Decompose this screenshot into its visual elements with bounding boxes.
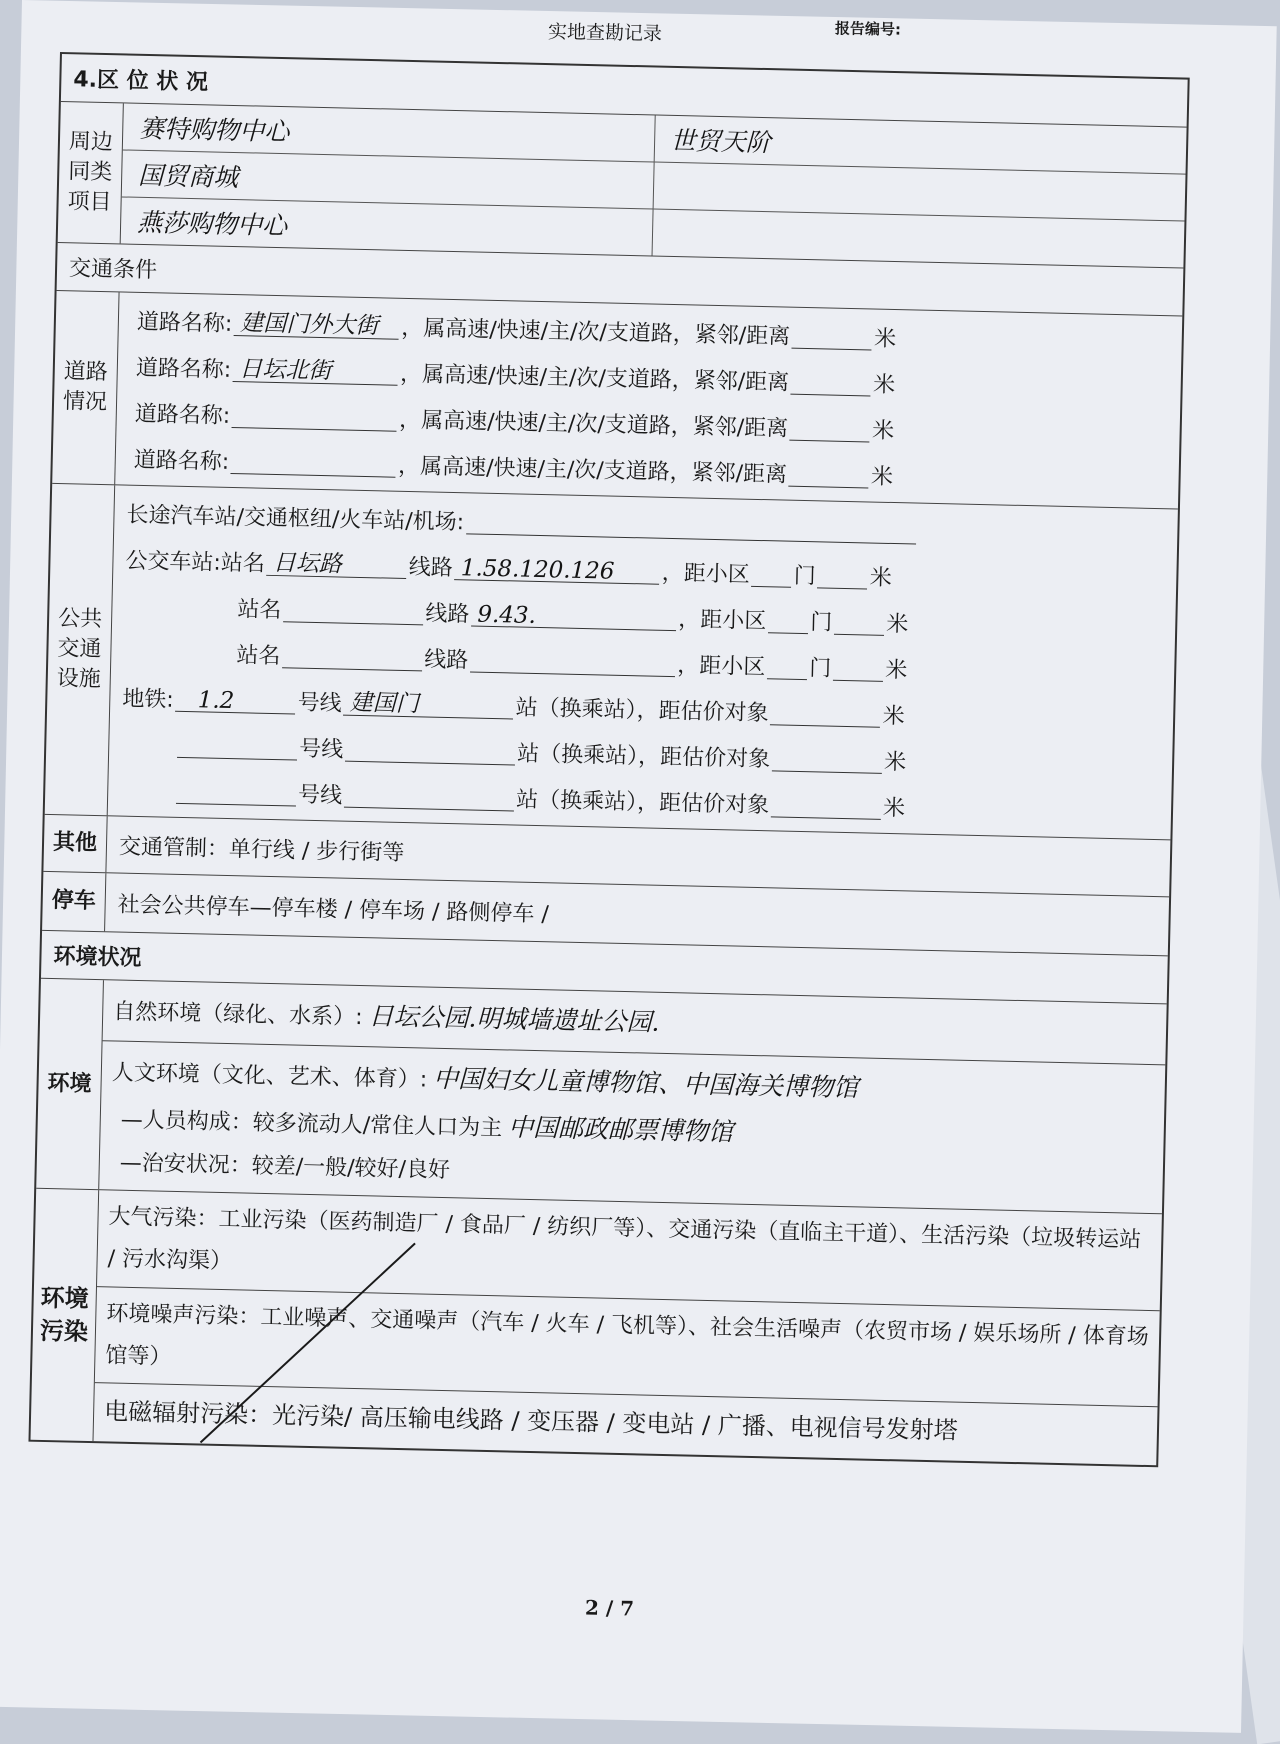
roads-row	[52, 291, 1182, 509]
road-distance-field[interactable]	[791, 367, 872, 396]
env-title: 环境状况	[53, 944, 142, 972]
survey-form	[28, 52, 1189, 1467]
cultural-env: 人文环境（文化、艺术、体育）: 中国妇女儿童博物馆、中国海关博物馆 —人员构成：较多流动人/常住人口为主 中国邮政邮票博物馆 —治安状况：较差/一般/较好/良好	[99, 1041, 1165, 1214]
metro-line: 号线 站（换乘站），距估价对象 米	[121, 720, 1161, 790]
parking-text: 社会公共停车—停车楼 / 停车场 / 路侧停车 /	[117, 892, 550, 927]
metro-station-field[interactable]: 建国门	[343, 688, 514, 719]
metro-distance-field[interactable]	[772, 744, 883, 773]
roads-body	[115, 292, 1182, 508]
gate-field[interactable]	[752, 559, 793, 587]
nearby-project-cell: 燕莎购物中心	[121, 197, 653, 255]
road-distance-field[interactable]	[792, 321, 873, 350]
pollution-row	[31, 1189, 1162, 1465]
gate-field[interactable]	[767, 652, 808, 680]
long-distance-line: 长途汽车站/交通枢纽/火车站/机场:	[126, 490, 1166, 560]
metro-line-field[interactable]	[176, 776, 297, 806]
transit-body	[108, 485, 1178, 839]
bus-station-field[interactable]	[282, 641, 423, 671]
cultural-env-value: 中国妇女儿童博物馆、中国海关博物馆	[432, 1063, 859, 1102]
nearby-projects-label: 周边同类项目	[58, 102, 124, 243]
bus-distance-field[interactable]	[818, 561, 869, 589]
bus-station-field[interactable]	[283, 595, 424, 625]
air-pollution: 大气污染：工业污染（医药制造厂 / 食品厂 / 纺织厂等）、交通污染（直临主干道）、生活污染（垃圾转运站 / 污水沟渠）	[97, 1190, 1162, 1311]
document-title: 实地查勘记录	[547, 21, 663, 45]
road-name-field[interactable]: 建国门外大街	[234, 309, 400, 340]
cultural-env-value-2: 中国邮政邮票博物馆	[507, 1112, 734, 1147]
other-text: 交通管制：单行线 / 步行街等	[118, 834, 405, 866]
road-name-field[interactable]	[231, 446, 397, 477]
road-line: 道路名称: 日坛北街 ，属高速/快速/主/次/支道路，紧邻/距离 米	[135, 355, 896, 398]
bus-line: 站名 线路 ，距小区 门 米	[236, 642, 908, 683]
bus-line: 公交车站: 站名 日坛路 线路 1.58.120.126 ，距小区 门 米	[125, 548, 893, 591]
metro-line: 号线 站（换乘站），距估价对象 米	[120, 766, 1160, 836]
traffic-title: 交通条件	[68, 256, 158, 284]
bus-routes-field[interactable]	[470, 645, 676, 677]
metro-line-field[interactable]	[177, 730, 298, 760]
noise-pollution: 环境噪声污染：工业噪声、交通噪声（汽车 / 火车 / 飞机等）、社会生活噪声（农贸市场 / 娱乐场所 / 体育场馆等）	[95, 1287, 1160, 1408]
metro-distance-field[interactable]	[770, 698, 881, 727]
long-distance-field[interactable]	[466, 507, 916, 544]
env-label: 环境	[36, 979, 104, 1190]
transit-label: 公共交通设施	[45, 484, 115, 815]
nearby-project-cell: 赛特购物中心	[123, 103, 655, 162]
road-distance-field[interactable]	[790, 413, 871, 442]
bus-routes-field[interactable]: 9.43.	[471, 599, 677, 631]
metro-line: 地铁: 1.2 号线 建国门 站（换乘站），距估价对象 米	[122, 686, 905, 729]
metro-station-field[interactable]	[344, 780, 515, 811]
em-pollution: 电磁辐射污染：光污染/ 高压输电线路 / 变压器 / 变电站 / 广播、电视信号发射塔	[103, 1397, 959, 1446]
gate-field[interactable]	[768, 606, 809, 634]
bus-distance-field[interactable]	[833, 653, 884, 681]
nearby-project-cell: 世贸天阶	[654, 116, 1186, 175]
env-row	[36, 979, 1166, 1215]
metro-line-field[interactable]: 1.2	[175, 684, 296, 714]
natural-env-value: 日坛公园.明城墙遗址公园.	[368, 1001, 660, 1037]
section-title: 4.区 位 状 况	[73, 67, 209, 96]
road-line: 道路名称: ，属高速/快速/主/次/支道路，紧邻/距离 米	[134, 401, 895, 444]
report-number-label: 报告编号:	[834, 19, 902, 39]
nearby-projects-grid	[121, 103, 1187, 267]
bus-distance-field[interactable]	[834, 607, 885, 635]
transit-row	[45, 484, 1178, 840]
natural-env: 自然环境（绿化、水系）: 日坛公园.明城墙遗址公园.	[103, 980, 1167, 1065]
road-line: 道路名称: 建国门外大街 ，属高速/快速/主/次/支道路，紧邻/距离 米	[136, 309, 897, 352]
bus-station-field[interactable]: 日坛路	[267, 548, 408, 578]
roads-label: 道路情况	[52, 291, 119, 484]
metro-distance-field[interactable]	[771, 790, 882, 819]
road-line: 道路名称: ，属高速/快速/主/次/支道路，紧邻/距离 米	[133, 447, 894, 490]
parking-label: 停车	[42, 872, 106, 931]
road-name-field[interactable]: 日坛北街	[233, 355, 399, 386]
road-name-field[interactable]	[232, 401, 398, 432]
metro-station-field[interactable]	[345, 734, 516, 765]
road-distance-field[interactable]	[789, 459, 870, 488]
other-label: 其他	[43, 815, 107, 872]
bus-routes-field[interactable]: 1.58.120.126	[455, 553, 661, 585]
env-body	[99, 980, 1166, 1213]
nearby-project-cell: 国贸商城	[122, 150, 654, 209]
people-composition: —人员构成：较多流动人/常住人口为主	[120, 1107, 503, 1142]
pollution-label: 环境污染	[31, 1189, 100, 1441]
strike-through-line	[180, 1232, 425, 1457]
bus-line: 站名 线路 9.43. ，距小区 门 米	[237, 596, 909, 637]
nearby-projects-row	[58, 102, 1187, 269]
page-number: 2 / 7	[584, 1595, 635, 1621]
security-status: —治安状况：较差/一般/较好/良好	[119, 1150, 451, 1183]
